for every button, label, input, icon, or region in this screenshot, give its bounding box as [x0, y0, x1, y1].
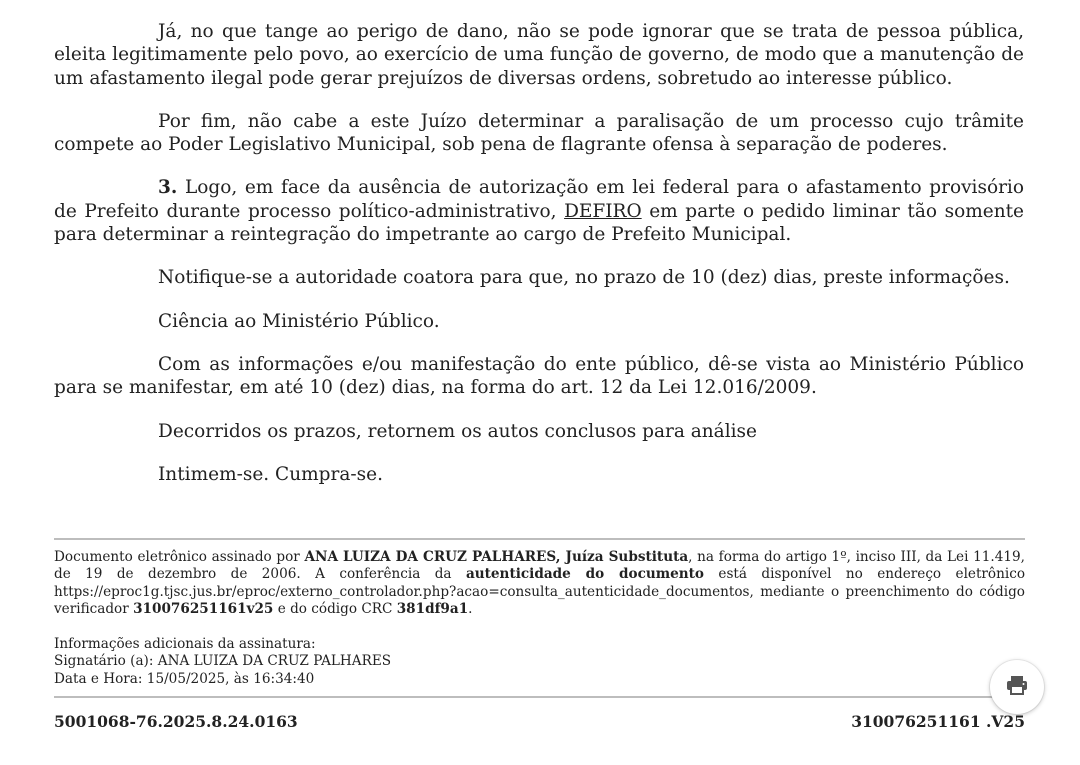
datetime-line: Data e Hora: 15/05/2025, às 16:34:40	[54, 670, 315, 687]
paragraph-decision	[54, 176, 1024, 246]
paragraph-paralisacao: Por fim, não cabe a este Juízo determinar a paralisação de um processo cujo trâmite compete ao Poder Legislativo Municipal, sob pena de flagrante ofensa à separação de poderes.	[54, 110, 1024, 156]
additional-signature-info	[54, 636, 554, 688]
document-code: 310076251161 .V25	[851, 712, 1025, 731]
decision-text-after: em parte o pedido liminar tão somente para determinar a reintegração do impetrante ao cargo de Prefeito Municipal.	[54, 200, 1024, 246]
paragraph-perigo-dano: Já, no que tange ao perigo de dano, não se pode ignorar que se trata de pessoa pública, eleita legitimamente pelo povo, ao exercício de uma função de governo, de modo que a manutenção de um afastamento ilegal pode gerar prejuízos de diversas ordens, sobretudo ao interesse público.	[54, 21, 1024, 89]
paragraph-decorridos: Decorridos os prazos, retornem os autos conclusos para análise	[158, 420, 757, 442]
verifier-code: 310076251161v25	[133, 600, 274, 617]
print-button[interactable]	[990, 660, 1044, 714]
signature-text: e do código CRC	[273, 600, 397, 617]
process-number: 5001068-76.2025.8.24.0163	[54, 712, 298, 731]
item-number: 3.	[158, 177, 178, 199]
paragraph-ciencia: Ciência ao Ministério Público.	[158, 310, 440, 332]
signature-text: está disponível no endereço eletrônico https://eproc1g.tjsc.jus.br/eproc/externo_controlador.php?acao=consulta_autenticidade_documentos, mediante o preenchimento do código verificador	[54, 566, 1026, 617]
authenticity-label: autenticidade do documento	[465, 566, 704, 583]
paragraph-intimem: Intimem-se. Cumpra-se.	[158, 463, 383, 485]
defiro-word: DEFIRO	[564, 200, 642, 222]
divider-bottom	[54, 696, 1025, 698]
signatory-line: Signatário (a): ANA LUIZA DA CRUZ PALHARES	[54, 653, 392, 670]
additional-info-heading: Informações adicionais da assinatura:	[54, 636, 316, 652]
decision-text-before: Logo, em face da ausência de autorização em lei federal para o afastamento provisório de Prefeito durante processo político-administrativo,	[54, 177, 1024, 222]
page-footer	[54, 712, 1025, 731]
print-icon	[1005, 673, 1029, 701]
signature-block	[54, 549, 1025, 618]
signature-text: , na forma do artigo 1º, inciso III, da Lei 11.419, de 19 de dezembro de 2006. A conferência da	[54, 549, 1025, 583]
signature-text: Documento eletrônico assinado por	[54, 549, 305, 565]
crc-code: 381df9a1	[396, 600, 469, 617]
signature-text: .	[468, 600, 473, 617]
signer-name: ANA LUIZA DA CRUZ PALHARES, Juíza Substituta	[304, 549, 689, 565]
paragraph-informacoes: Com as informações e/ou manifestação do ente público, dê-se vista ao Ministério Público para se manifestar, em até 10 (dez) dias, na forma do art. 12 da Lei 12.016/2009.	[54, 353, 1024, 399]
document-body	[54, 20, 1024, 506]
divider-top	[54, 538, 1025, 540]
paragraph-notifique: Notifique-se a autoridade coatora para que, no prazo de 10 (dez) dias, preste informações.	[158, 267, 1010, 289]
